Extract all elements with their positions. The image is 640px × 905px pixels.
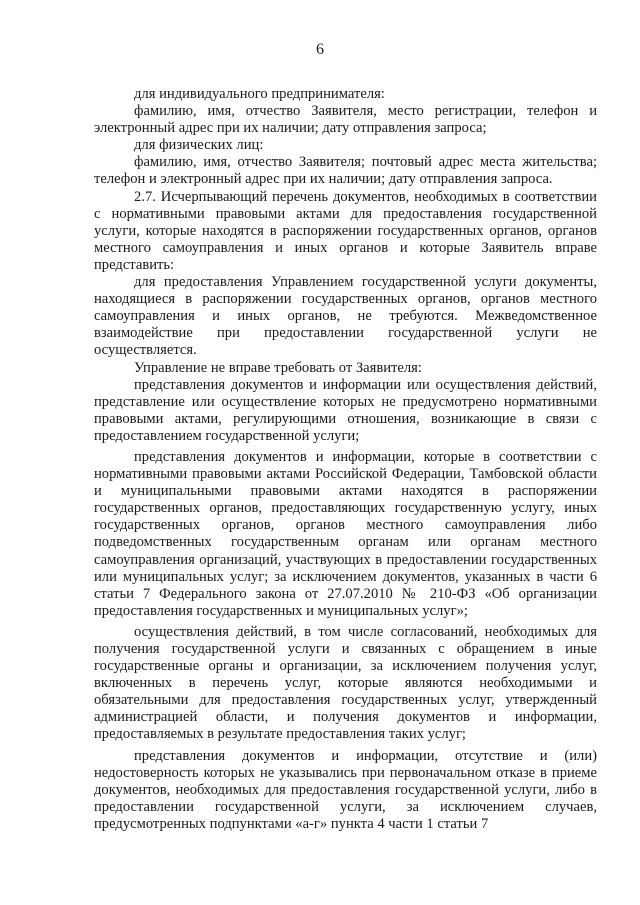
paragraph-prohibition-1: представления документов и информации или осуществления действий, представление или осуществление которых не предусмотрено нормативными правовыми актами, регулирующими отношения, возникающие в связи с предоставлением государственной услуги; bbox=[94, 376, 597, 444]
paragraph-entrepreneur-details: фамилию, имя, отчество Заявителя, место регистрации, телефон и электронный адрес при их наличии; дату отправления запроса; bbox=[94, 103, 597, 137]
paragraph-prohibition-2: представления документов и информации, которые в соответствии с нормативными правовыми актами Российской Федерации, Тамбовской области и муниципальными правовыми актами находятся в распоряжении государственных органов, предоставляющих государственную услугу, иных государственных органов, органов местного самоуправления либо подведомственных государственным органам или органам местного самоуправления организаций, участвующих в предоставлении государственных или муниципальных услуг; за исключением документов, указанных в части 6 статьи 7 Федерального закона от 27.07.2010 № 210-ФЗ «Об организации предоставления государственных и муниципальных услуг»; bbox=[94, 448, 597, 619]
paragraph-prohibitions-intro: Управление не вправе требовать от Заявителя: bbox=[134, 359, 422, 376]
paragraph-entrepreneur-heading: для индивидуального предпринимателя: bbox=[134, 86, 385, 102]
paragraph-prohibition-4: представления документов и информации, отсутствие и (или) недостоверность которых не указывались при первоначальном отказе в приеме документов, необходимых для предоставления государственной услуги, либо в предоставлении государственной услуги, за исключением случаев, предусмотренных подпунктами «а-г» пункта 4 части 1 статьи 7 bbox=[94, 747, 597, 832]
paragraph-prohibition-3: осуществления действий, в том числе согласований, необходимых для получения государственной услуги и связанных с обращением в иные государственные органы и организации, за исключением получения услуг, включенных в перечень услуг, которые являются необходимыми и обязательными для предоставления государственных услуг, утвержденный администрацией области, и получения документов и информации, предоставляемых в результате предоставления таких услуг; bbox=[94, 623, 597, 743]
page-number: 6 bbox=[316, 41, 324, 58]
paragraph-individuals-heading: для физических лиц: bbox=[134, 137, 264, 154]
paragraph-documents-not-required: для предоставления Управлением государственной услуги документы, находящиеся в распоряжении государственных органов, органов местного самоуправления и иных органов, не требуются. Межведомственное взаимодействие при предоставлении государственной услуги не осуществляется. bbox=[94, 274, 597, 359]
body-text bbox=[94, 86, 597, 833]
paragraph-section-2-7: 2.7. Исчерпывающий перечень документов, необходимых в соответствии с нормативными правовыми актами для предоставления государственной услуги, которые находятся в распоряжении государственных органов, органов местного самоуправления и иных органов и которые Заявитель вправе представить: bbox=[94, 188, 597, 273]
paragraph-individuals-details: фамилию, имя, отчество Заявителя; почтовый адрес места жительства; телефон и электронный адрес при их наличии; дату отправления запроса. bbox=[94, 154, 597, 188]
